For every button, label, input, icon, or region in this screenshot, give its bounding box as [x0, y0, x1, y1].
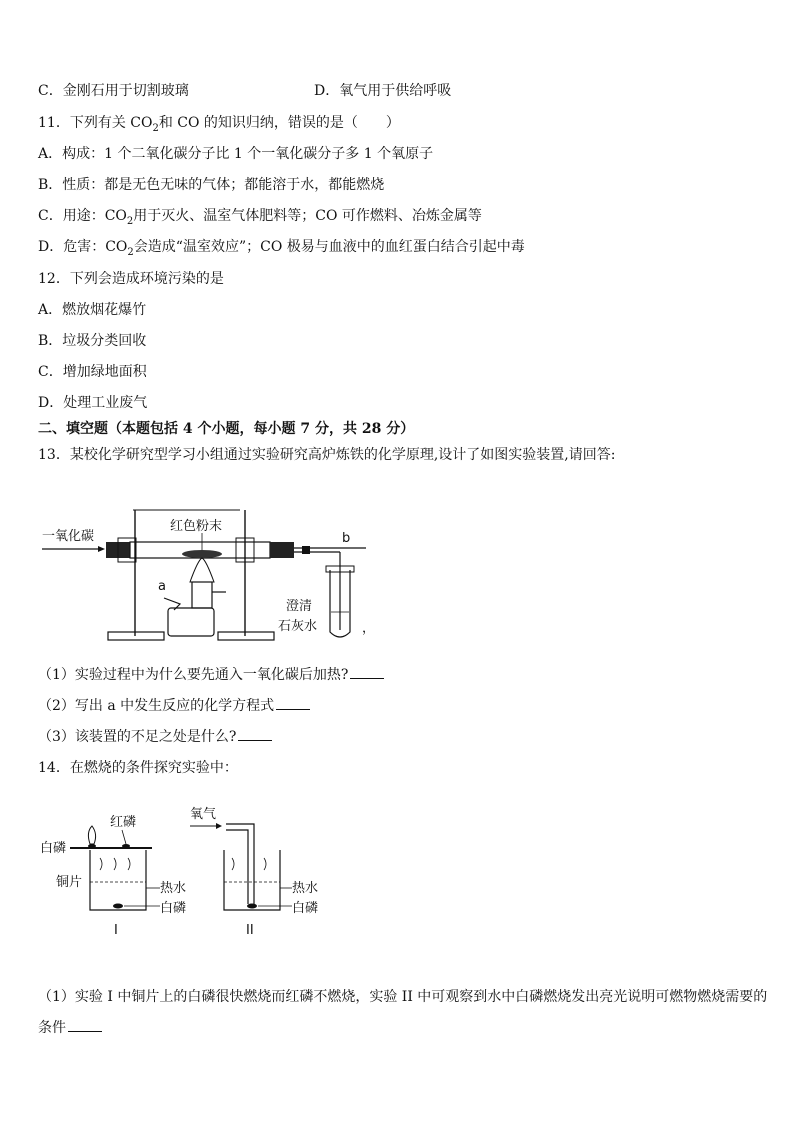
q14-sub1-blank[interactable]	[68, 1019, 102, 1032]
q13-sub1	[38, 666, 384, 684]
q11-c-part1: C．用途：CO	[38, 208, 127, 224]
fig13-co-arrowhead	[98, 546, 105, 552]
fig13-limewater-label-2: 石灰水	[278, 619, 318, 634]
q12-stem: 12．下列会造成环境污染的是	[38, 271, 224, 287]
q14-sub1-line1: （1）实验 I 中铜片上的白磷很快燃烧而红磷不燃烧，实验 II 中可观察到水中白磷燃烧发出亮光说明可燃物燃烧需要的	[38, 989, 768, 1005]
q11-stem	[38, 114, 400, 138]
fig14-red-p	[122, 844, 130, 848]
fig13-burner-tube	[192, 582, 212, 608]
q11-stem-sub: 2	[152, 122, 159, 134]
fig13-co-label: 一氧化碳	[42, 529, 95, 544]
fig14-white-p-2-label: 白磷	[292, 901, 319, 916]
q13-sub2	[38, 697, 310, 715]
q14-stem: 14．在燃烧的条件探究实验中：	[38, 760, 238, 776]
fig13-connector	[302, 546, 310, 554]
q11-d-part2: 会造成“温室效应”；CO 极易与血液中的血红蛋白结合引起中毒	[133, 239, 525, 255]
q13-sub2-text: （2）写出 a 中发生反应的化学方程式	[38, 698, 275, 714]
fig14-label-1: I	[114, 923, 118, 938]
fig14-copper-label: 铜片	[56, 875, 83, 890]
fig13-b-label: b	[342, 531, 351, 546]
fig13-red-powder	[182, 550, 222, 558]
q14-combustion-figure	[40, 800, 340, 950]
q11-option-c	[38, 207, 482, 231]
q12-option-b: B．垃圾分类回收	[38, 333, 147, 349]
fig13-a-label: a	[158, 579, 166, 594]
q14-sub1-line2-text: 条件	[38, 1020, 66, 1036]
q12-option-c: C．增加绿地面积	[38, 364, 147, 380]
q13-apparatus-figure	[40, 500, 400, 660]
q11-option-b: B．性质：都是无色无味的气体；都能溶于水，都能燃烧	[38, 177, 385, 193]
q13-stem: 13．某校化学研究型学习小组通过实验研究高炉炼铁的化学原理,设计了如图实验装置,请回答:	[38, 447, 616, 463]
fig13-tick: ，	[362, 621, 376, 636]
fig14-oxygen-tube-inner	[226, 830, 248, 904]
fig13-right-stopper	[270, 542, 294, 558]
q12-option-a: A．燃放烟花爆竹	[38, 302, 147, 318]
q13-sub1-text: （1）实验过程中为什么要先通入一氧化碳后加热?	[38, 667, 349, 683]
q10-option-d: D．氧气用于供给呼吸	[314, 83, 452, 99]
fig14-flame-1	[88, 826, 95, 844]
fig14-steam-2	[232, 858, 266, 870]
q11-d-sub: 2	[127, 246, 134, 258]
fig13-burner-body	[168, 608, 214, 636]
fig13-limewater-label-1: 澄清	[286, 599, 313, 614]
q13-sub1-blank[interactable]	[350, 666, 384, 679]
q13-sub3-text: （3）该装置的不足之处是什么?	[38, 729, 237, 745]
q13-sub2-blank[interactable]	[276, 697, 310, 710]
fig14-white-p-top	[88, 844, 96, 848]
q10-option-c: C．金刚石用于切割玻璃	[38, 83, 189, 99]
q12-option-d: D．处理工业废气	[38, 395, 148, 411]
q11-option-a: A．构成：1 个二氧化碳分子比 1 个一氧化碳分子多 1 个氧原子	[38, 146, 434, 162]
q14-sub1-line2	[38, 1019, 102, 1037]
section-2-title: 二、填空题（本题包括 4 个小题，每小题 7 分，共 28 分）	[38, 421, 415, 437]
fig13-flame	[190, 558, 214, 582]
fig14-white-p-1-label: 白磷	[160, 901, 187, 916]
fig14-white-p-1	[113, 904, 123, 909]
fig14-hot-water-2: 热水	[292, 881, 319, 896]
fig14-label-2: II	[246, 923, 254, 938]
fig14-oxygen-tube	[226, 824, 254, 904]
fig14-steam-1	[100, 858, 130, 870]
q13-sub3-blank[interactable]	[238, 728, 272, 741]
fig13-powder-label: 红色粉末	[170, 519, 223, 534]
q11-stem-part2: 和 CO 的知识归纳，错误的是（ ）	[158, 115, 400, 131]
fig14-hot-water-1: 热水	[160, 881, 187, 896]
q11-option-d	[38, 238, 525, 262]
q11-c-part2: 用于灭火、温室气体肥料等；CO 可作燃料、冶炼金属等	[133, 208, 482, 224]
fig14-oxygen-arrowhead	[216, 823, 222, 829]
fig13-base-left	[108, 632, 164, 640]
fig14-white-p-2	[247, 904, 257, 909]
q13-sub3	[38, 728, 272, 746]
fig14-oxygen-label: 氧气	[190, 807, 217, 822]
fig14-red-p-label: 红磷	[110, 815, 137, 830]
q11-c-sub: 2	[126, 215, 134, 227]
fig14-red-p-leader	[122, 830, 126, 844]
fig14-white-p-top-label: 白磷	[40, 841, 67, 856]
q11-stem-part1: 11．下列有关 CO	[38, 115, 153, 131]
q11-d-part1: D．危害：CO	[38, 239, 128, 255]
fig13-base-right	[218, 632, 274, 640]
fig14-beaker-1	[90, 850, 146, 910]
